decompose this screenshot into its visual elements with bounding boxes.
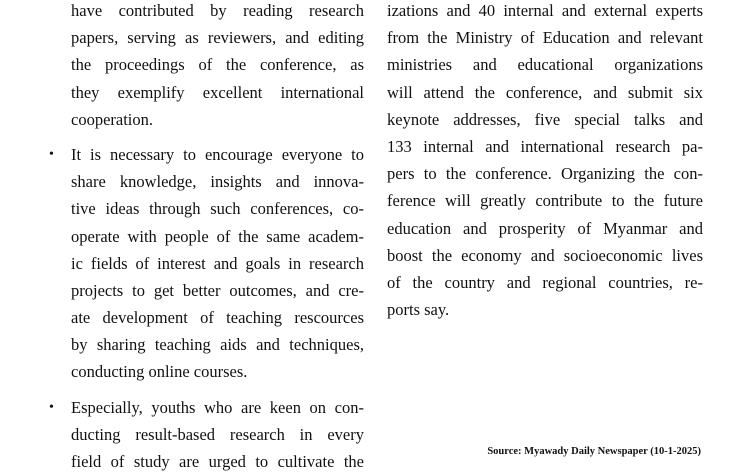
text-line: projects to get better outcomes, and cre-: [71, 280, 364, 300]
text-line: field of study are urged to cultivate the: [71, 452, 364, 471]
text-line: 133 internal and international research pa-: [387, 136, 703, 156]
text-line: share knowledge, insights and innova-: [71, 172, 364, 192]
text-line: ducting result-based research in every: [71, 424, 364, 444]
left-column: [44, 0, 364, 475]
text-line: from the Ministry of Education and relevant: [387, 28, 703, 48]
source-credit: Source: Myawady Daily Newspaper (10-1-2025): [487, 446, 701, 457]
text-line: by sharing teaching aids and techniques,: [71, 335, 364, 355]
text-line: operate with people of the same academ-: [71, 226, 364, 246]
text-line: the proceedings of the conference, as: [71, 55, 364, 75]
text-line: will attend the conference, and submit six: [387, 82, 703, 102]
text-line: they exemplify excellent international: [71, 82, 364, 102]
text-line: conducting online courses.: [71, 362, 248, 382]
intro-paragraph: [44, 0, 364, 133]
text-line: keynote addresses, five special talks and: [387, 109, 703, 129]
text-line: ic fields of interest and goals in research: [71, 253, 364, 273]
bullet-icon: •: [49, 146, 54, 162]
text-line: Especially, youths who are keen on con-: [71, 397, 364, 417]
text-line: papers, serving as reviewers, and editing: [71, 28, 364, 48]
text-line: It is necessary to encourage everyone to: [71, 144, 364, 164]
text-line: cooperation.: [71, 109, 154, 129]
text-line: have contributed by reading research: [71, 1, 364, 20]
text-line: ministries and educational organizations: [387, 55, 703, 75]
text-line: izations and 40 internal and external experts: [387, 1, 703, 20]
bullet-item: [44, 141, 364, 386]
right-column: [387, 0, 703, 323]
text-line: pers to the conference. Organizing the con-: [387, 164, 703, 184]
text-line: education and prosperity of Myanmar and: [387, 218, 703, 238]
text-line: of the country and regional countries, re-: [387, 272, 703, 292]
text-line: ference will greatly contribute to the future: [387, 191, 703, 211]
bullet-item: [44, 394, 364, 475]
text-line: boost the economy and socioeconomic lives: [387, 245, 703, 265]
text-line: ate development of teaching rescources: [71, 308, 364, 328]
bullet-icon: •: [49, 399, 54, 415]
text-line: tive ideas through such conferences, co-: [71, 199, 364, 219]
text-line: ports say.: [387, 300, 450, 320]
